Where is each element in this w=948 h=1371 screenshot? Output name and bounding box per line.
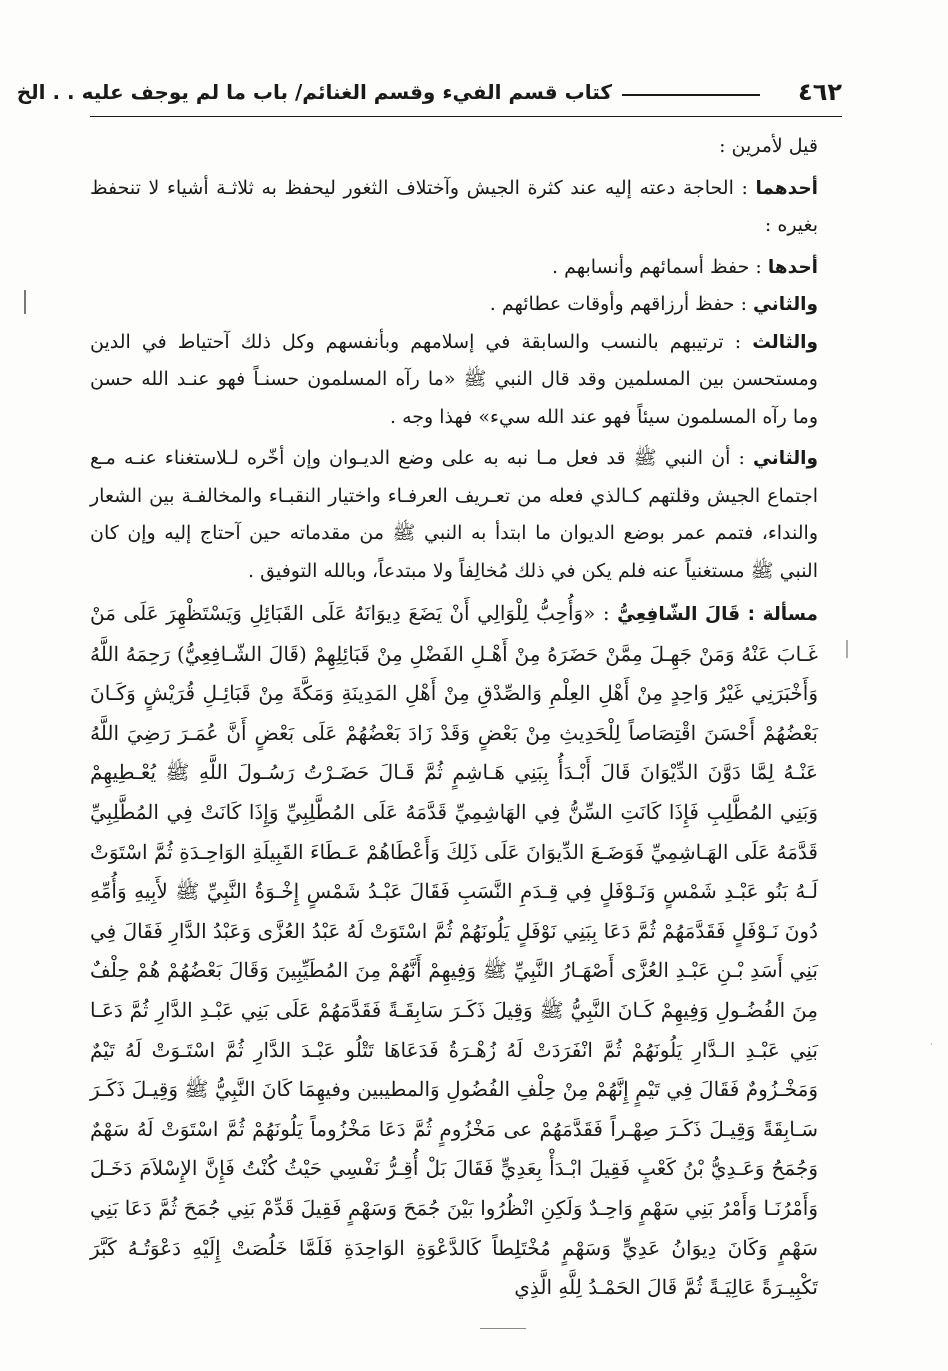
scan-speck: · xyxy=(930,1040,933,1050)
item-3-text: : ترتيبهم بالنسب والسابقة في إسلامهم وبأنفسهم وكل ذلك آحتياط في الدين ومستحسن بين المسلمين وقد قال النبي ﷺ «ما رآه المسلمون حسنـاً فهو عنـد الله حسن وما رآه المسلمون سيئاً فهو عند الله سيء» فهذا وجه . xyxy=(90,330,818,428)
first-text: : الحاجة دعته إليه عند كثرة الجيش وآختلاف الثغور ليحفظ به ثلاثـة أشياء لا تنحفظ بغيره : xyxy=(90,176,818,236)
item-2-text: : حفظ أرزاقهم وأوقات عطائهم . xyxy=(489,293,747,315)
masala-paragraph xyxy=(90,594,818,1308)
page-header xyxy=(16,72,842,120)
item-3 xyxy=(90,324,818,437)
item-1-lead: أحدها xyxy=(767,256,818,278)
intro-text: قيل لأمرين : xyxy=(719,135,818,157)
margin-mark-right xyxy=(846,640,848,658)
masala-lead: مسألة : xyxy=(747,604,819,625)
page-number: ٤٦٢ xyxy=(798,78,842,106)
paragraph-second xyxy=(90,440,818,590)
masala-text: : «وَأُحِبُّ لِلْوَالِي أَنْ يَضَعَ دِيوَانَهُ عَلَى القَبَائِلِ وَيَسْتَظْهِرَ عَلَى مَنْ غَـابَ عَنْهُ وَمَنْ جَهِـلَ مِمَّنْ حَضَرَهُ مِنْ أَهْـلِ الفَضْلِ مِنْ قَبَائِلِهِمْ (قَالَ الشّـافِعِيُّ) رَحِمَهُ اللَّهُ وَأَخْبَرَنِي غَيْرُ وَاحِدٍ مِنْ أَهْلِ العِلْمِ وَالصِّدْقِ مِنْ أَهْلِ المَدِينَةِ وَمَكَّةَ مِنْ قَبَائِـلِ قُرَيْشٍ وَكَـانَ بَعْضُهُمْ أَحْسَنَ اقْتِصَاصاً لِلْحَدِيثِ مِنْ بَعْضٍ وَقَدْ زَادَ بَعْضُهُمْ عَلَى بَعْضٍ أَنَّ عُمَـرَ رَضِيَ اللَّهُ عَنْـهُ لِمَّا دَوَّنَ الدِّيْوَانَ قَالَ أَبْـدَأُ بِبَنِي هَـاشِمٍ ثُمَّ قَـالَ حَضَـرْتُ رَسُـولَ اللَّهِ ﷺ يُعْـطِيهِمْ وَبَنِي المُطَّلِبِ فَإِذَا كَانَتِ السِّنُّ فِي الهَاشِمِيِّ قَدَّمَهُ عَلَى المُطَّلِبِيِّ وَإِذَا كَانَتْ فِي المُطَّلِبِيِّ قَدَّمَهُ عَلَى الهَـاشِمِيِّ فَوَضَـعَ الدِّيوَانَ عَلَى ذَلِكَ وَأَعْطَاهُمْ عَـطَاءَ القَبِيلَةِ الوَاحِـدَةِ ثُمَّ اسْتَوَتْ لَـهُ بَنُو عَبْـدِ شَمْسٍ وَنَـوْفَلٍ فِي قِـدَمِ النَّسَبِ فَقَالَ عَبْـدُ شَمْسٍ إِخْـوَةُ النَّبِيِّ ﷺ لأَبِيهِ وَأُمِّهِ دُونَ نَـوْفَلٍ فَقَدَّمَهُمْ ثُمَّ دَعَا بِبَنِي نَوْفَلٍ يَلُونَهُمْ ثُمَّ اسْتَوَتْ لَهُ عَبْدُ العُزَّى وَعَبْدُ الدَّارِ فَقَالَ فِي بَنِي أَسَدِ بْـنِ عَبْـدِ العُزَّى أَصْهَـارُ النَّبِيِّ ﷺ وَفِيهِمْ أَنَّهُمْ مِنَ المُطَيِّبِينَ وَقَالَ بَعْضُهُمْ هُمْ حِلْفٌ مِنَ الفُضُـولِ وَفِيهِمْ كَـانَ النَّبِيُّ ﷺ وَقِيلَ ذَكَـرَ سَابِقَـةً فَقَدَّمَهُمْ عَلَى بَنِي عَبْـدِ الدَّارِ ثُمَّ دَعَـا بَنِي عَبْـدِ الـدَّارِ يَلُونَهُمْ ثُمَّ انْفَرَدَتْ لَهُ زُهْـرَةُ فَدَعَاهَا تَتْلُو عَبْـدَ الدَّارِ ثُمَّ اسْتَـوَتْ لَهُ تَيْمٌ وَمَخْـزُومٌ فَقَالَ فِي تَيْمٍ إِنَّهُمْ مِنْ حِلْفِ الفُضُولِ وَالمطيبين وفيهِمَا كَانَ النَّبِيُّ ﷺ وَقِيـلَ ذَكَـرَ سَـابِقَةً وَقِيـلَ ذَكَـرَ صِهْـراً فَقَدَّمَهُمْ عى مَخْزُومٍ ثُمَّ دَعَا مَخْزُوماً يَلُونَهُمْ ثُمَّ اسْتَوَتْ لَهُ سَهْمٌ وَجُمَحُ وَعَـدِيُّ بْنُ كَعْبٍ فَقِيلَ ابْـدَأْ بِعَدِيٍّ فَقَالَ بَلْ أُقِـرُّ نَفْسِي حَيْثُ كُنْتُ فَإِنَّ الإِسْلاَمَ دَخَـلَ وَأَمْرُنَـا وَأَمْرُ بَنِي سَهْمٍ وَاحِـدٌ وَلَكِنِ انْظُرُوا بَيْنَ جُمَحَ وَسَهْمٍ فَقِيلَ قَدِّمْ بَنِي جُمَحَ ثُمَّ دَعَا بَنِي سَهْمٍ وَكَانَ دِيوَانُ عَدِيٍّ وَسَهْمٍ مُخْتَلِطاً كَالدَّعْوَةِ الوَاحِدَةِ فَلَمَّا خَلُصَتْ إِلَيْهِ دَعْوَتُـهُ كَبَّرَ تَكْبِيـرَةً عَالِيَـةً ثُمَّ قَالَ الحَمْـدُ لِلَّهِ الَّذِي xyxy=(90,601,818,1300)
header-underline xyxy=(90,116,842,117)
paragraph-first xyxy=(90,170,818,245)
running-title: كتاب قسم الفيء وقسم الغنائم/ باب ما لم يوجف عليه . . الخ xyxy=(16,80,612,104)
page-body xyxy=(90,128,818,1308)
first-lead: أحدهما xyxy=(755,177,818,199)
second-lead: والثاني xyxy=(753,448,818,469)
masala-speaker: قَالَ الشّافِعِيُّ xyxy=(617,604,741,625)
item-1-text: : حفظ أسمائهم وأنسابهم . xyxy=(551,255,762,278)
footer-divider xyxy=(480,1328,526,1329)
header-rule xyxy=(622,94,760,96)
intro-line xyxy=(90,128,818,166)
item-1 xyxy=(90,249,818,287)
item-3-lead: والثالث xyxy=(752,331,819,353)
item-2-lead: والثاني xyxy=(753,294,818,315)
margin-mark-left xyxy=(24,290,26,314)
second-text: : أن النبي ﷺ قد فعل مـا نبه به على وضع الديـوان وإن أخّره لـلاستغناء عنـه مـع اجتماع الجيش وقلتهم كـالذي فعله من تعـريف العرفـاء واختيار النقبـاء والمخالفـة بين الشعار والنداء، فتمم عمر بوضع الديوان ما ابتدأ به النبي ﷺ من مقدماته حين آحتاج إليه وإن كان النبي ﷺ مستغنياً عنه فلم يكن في ذلك مُخالِفاً ولا مبتدعاً، وبالله التوفيق . xyxy=(90,447,818,582)
item-2 xyxy=(90,286,818,324)
